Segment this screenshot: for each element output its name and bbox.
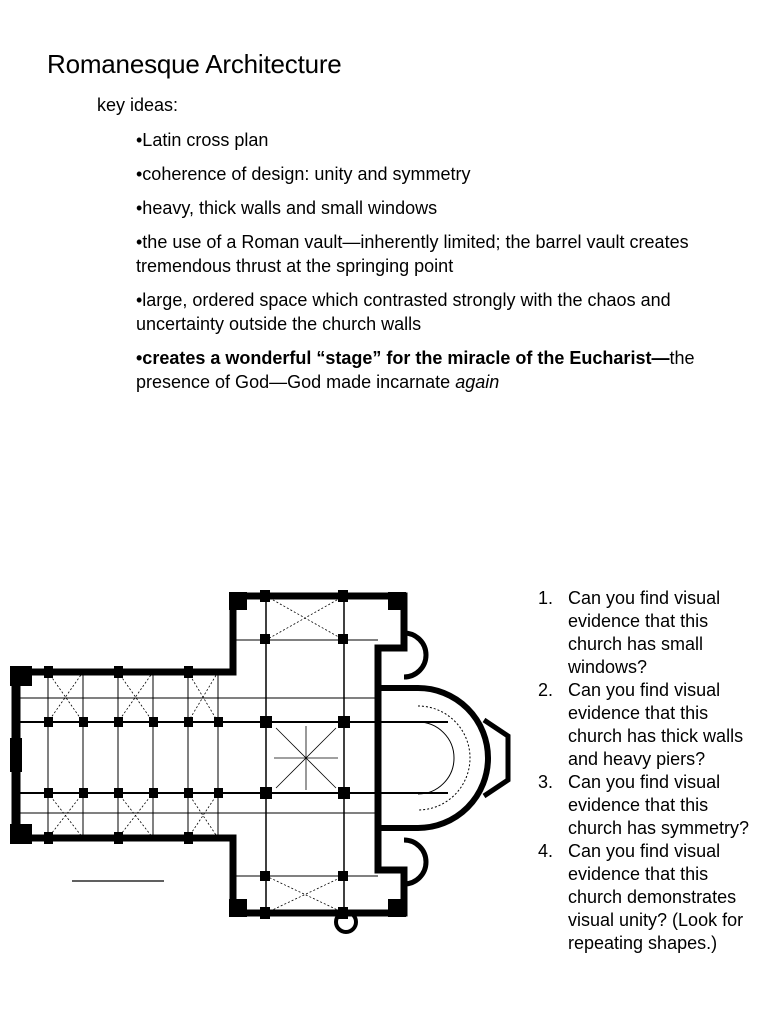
question-number: 1. [538,588,554,608]
key-ideas-list [136,128,736,404]
question-text: Can you find visual evidence that this church has symmetry? [568,772,750,838]
question-item [534,679,764,771]
key-ideas-heading: key ideas: [97,95,179,115]
bullet-ordered-space: •large, ordered space which contrasted strongly with the chaos and uncertainty outside the church walls [136,290,671,334]
bullet-eucharist-bold: •creates a wonderful “stage” for the miracle of the Eucharist— [136,348,670,368]
question-text: Can you find visual evidence that this church has thick walls and heavy piers? [568,680,744,769]
bullet-eucharist-normal: the presence of God—God made incarnate [136,348,695,392]
bullet-eucharist-italic: again [455,372,500,392]
bullet-latin-cross: •Latin cross plan [136,130,269,150]
question-number: 4. [538,841,554,861]
bullet-roman-vault: •the use of a Roman vault—inherently limited; the barrel vault creates tremendous thrust at the springing point [136,232,689,276]
question-item [534,840,764,955]
questions-list [534,587,764,955]
bullet-coherence: •coherence of design: unity and symmetry [136,164,471,184]
page-title: Romanesque Architecture [47,49,342,79]
church-floor-plan-icon [8,588,528,934]
question-item [534,587,764,679]
plan-apse [378,688,488,828]
bullet-walls: •heavy, thick walls and small windows [136,198,438,218]
bullet-eucharist [136,346,736,394]
question-number: 3. [538,772,554,792]
question-number: 2. [538,680,554,700]
question-text: Can you find visual evidence that this church demonstrates visual unity? (Look for repeating shapes.) [568,841,744,953]
question-text: Can you find visual evidence that this church has small windows? [568,588,721,677]
question-item [534,771,764,840]
